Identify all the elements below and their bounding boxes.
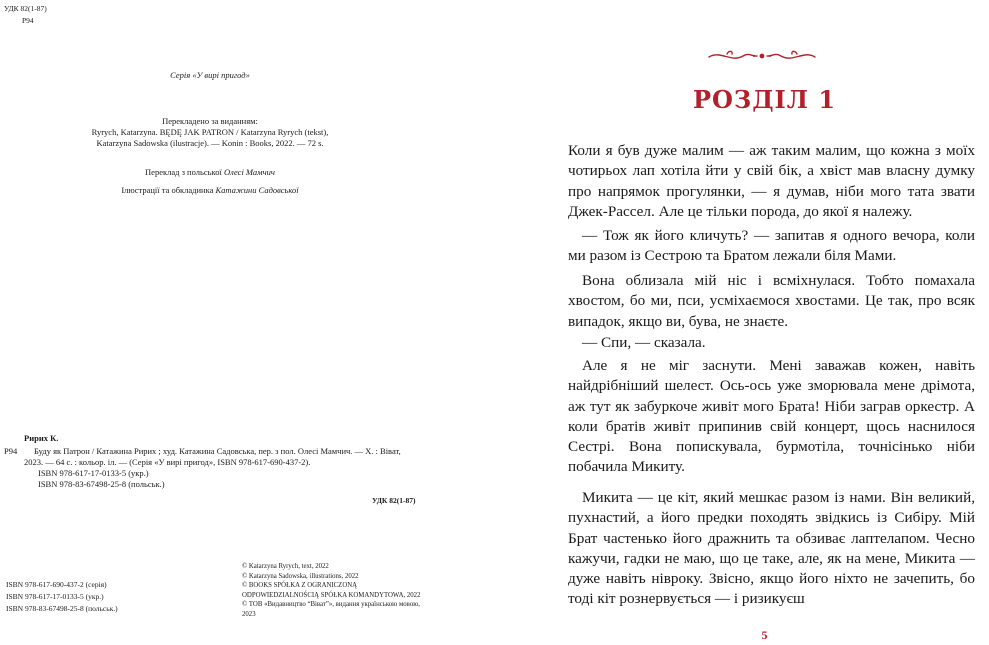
paragraph: — Спи, — сказала.	[582, 334, 706, 351]
copyright-line: © Katarzyna Sadowska, illustrations, 2022	[242, 572, 359, 580]
paragraph: Микита — це кіт, який мешкає разом із нами. Він великий, пухнастий, а його предки походять звідкись із Сибіру. Мій Брат частенько його дражнить та обзиває лаптелапом. Чесно кажучи, гадки не маю, що це таке, але, як на мене, Микита — дуже навіть нівроку. Звісно, якщо його ніхто не зачепить, бо тоді кіт рознервується — і ризикуєш	[568, 489, 975, 608]
translator-name: Олесі Мамчич	[223, 167, 275, 177]
copyright-line: © Katarzyna Ryrych, text, 2022	[242, 563, 329, 570]
copyright-line: © BOOKS SPÓŁKA Z OGRANICZONĄ ODPOWIEDZIALNOŚCIĄ SPÓŁKA KOMANDYTOWA, 2022	[242, 582, 421, 599]
catalog-line1: Буду як Патрон / Катажина Ририх ; худ. Катажина Садовська, пер. з пол. Олесі Мамчич. — Х. : Віват,	[34, 446, 401, 456]
chapter-title: РОЗДІЛ 1	[692, 85, 837, 114]
translated-from	[0, 116, 420, 149]
udk-top: УДК 82(1-87)	[4, 4, 47, 13]
copyright-block	[242, 562, 422, 619]
original-edition-line1: Ryrych, Katarzyna. BĘDĘ JAK PATRON / Katarzyna Ryrych (tekst),	[91, 127, 329, 137]
paragraph: — Тож як його кличуть? — запитав я одного вечора, коли ми разом із Сестрою та Братом лежали біля Мами.	[568, 227, 975, 265]
illustration-credit	[0, 185, 420, 196]
isbn-ukr: ISBN 978-617-17-0133-5 (укр.)	[6, 592, 104, 601]
translated-from-label: Перекладено за виданням:	[162, 116, 258, 126]
paragraph: Але я не міг заснути. Мені заважав кожен, навіть найдрібніший шелест. Ось-ось уже зморювала мене дрімота, аж тут як забуркоче живіт мого Брата! Ніби заграв оркестр. А коли братів живіт припинив свій концерт, щось наснилося Сестрі. Вона попискувала, бурмотіла, точнісінько ніби побачила Микиту.	[568, 357, 975, 476]
paragraph: Коли я був дуже малим — аж таким малим, що кожна з моїх чотирьох лап хотіла йти у свій бік, а хвіст мав власну думку про напрямок прогулянки, — я думав, ніби мого тата звати Джек-Рассел. Але це тільки порода, до якої я належу.	[568, 142, 975, 220]
catalog-description	[24, 446, 424, 490]
catalog-code: Р94	[4, 446, 18, 456]
udk-bottom: УДК 82(1-87)	[372, 496, 416, 505]
translation-credit	[0, 167, 420, 178]
isbn-pol: ISBN 978-83-67498-25-8 (польськ.)	[6, 604, 118, 613]
copyright-line: © ТОВ «Видавництво “Віват”», видання українською мовою, 2023	[242, 601, 420, 618]
catalog-isbn-pol: ISBN 978-83-67498-25-8 (польськ.)	[38, 479, 165, 489]
paragraph: Вона облизала мій ніс і всміхнулася. Тобто помахала хвостом, бо ми, пси, усміхаємося хвостами. Це так, про всяк випадок, якщо ви, бува, не знаєте.	[568, 272, 975, 330]
isbn-list	[6, 579, 206, 615]
catalog-isbn-ukr: ISBN 978-617-17-0133-5 (укр.)	[38, 468, 149, 478]
code-top: Р94	[22, 16, 34, 25]
isbn-series: ISBN 978-617-690-437-2 (серія)	[6, 580, 107, 589]
translation-label: Переклад з польської	[145, 167, 222, 177]
page-number: 5	[761, 628, 768, 642]
illustrations-label: Ілюстрації та обкладинка	[121, 185, 214, 195]
right-page	[540, 0, 989, 645]
series-line: Серія «У вирі пригод»	[170, 70, 250, 80]
catalog-line2: 2023. — 64 с. : кольор. іл. — (Серія «У вирі пригод», ISBN 978-617-690-437-2).	[24, 457, 311, 467]
left-page	[0, 0, 460, 645]
decorative-flourish-icon	[707, 48, 817, 64]
original-edition-line2: Katarzyna Sadowska (ilustracje). — Konin : Books, 2022. — 72 s.	[96, 138, 324, 148]
catalog-author: Ририх К.	[24, 433, 59, 443]
illustrator-name: Катажини Садовської	[215, 185, 299, 195]
